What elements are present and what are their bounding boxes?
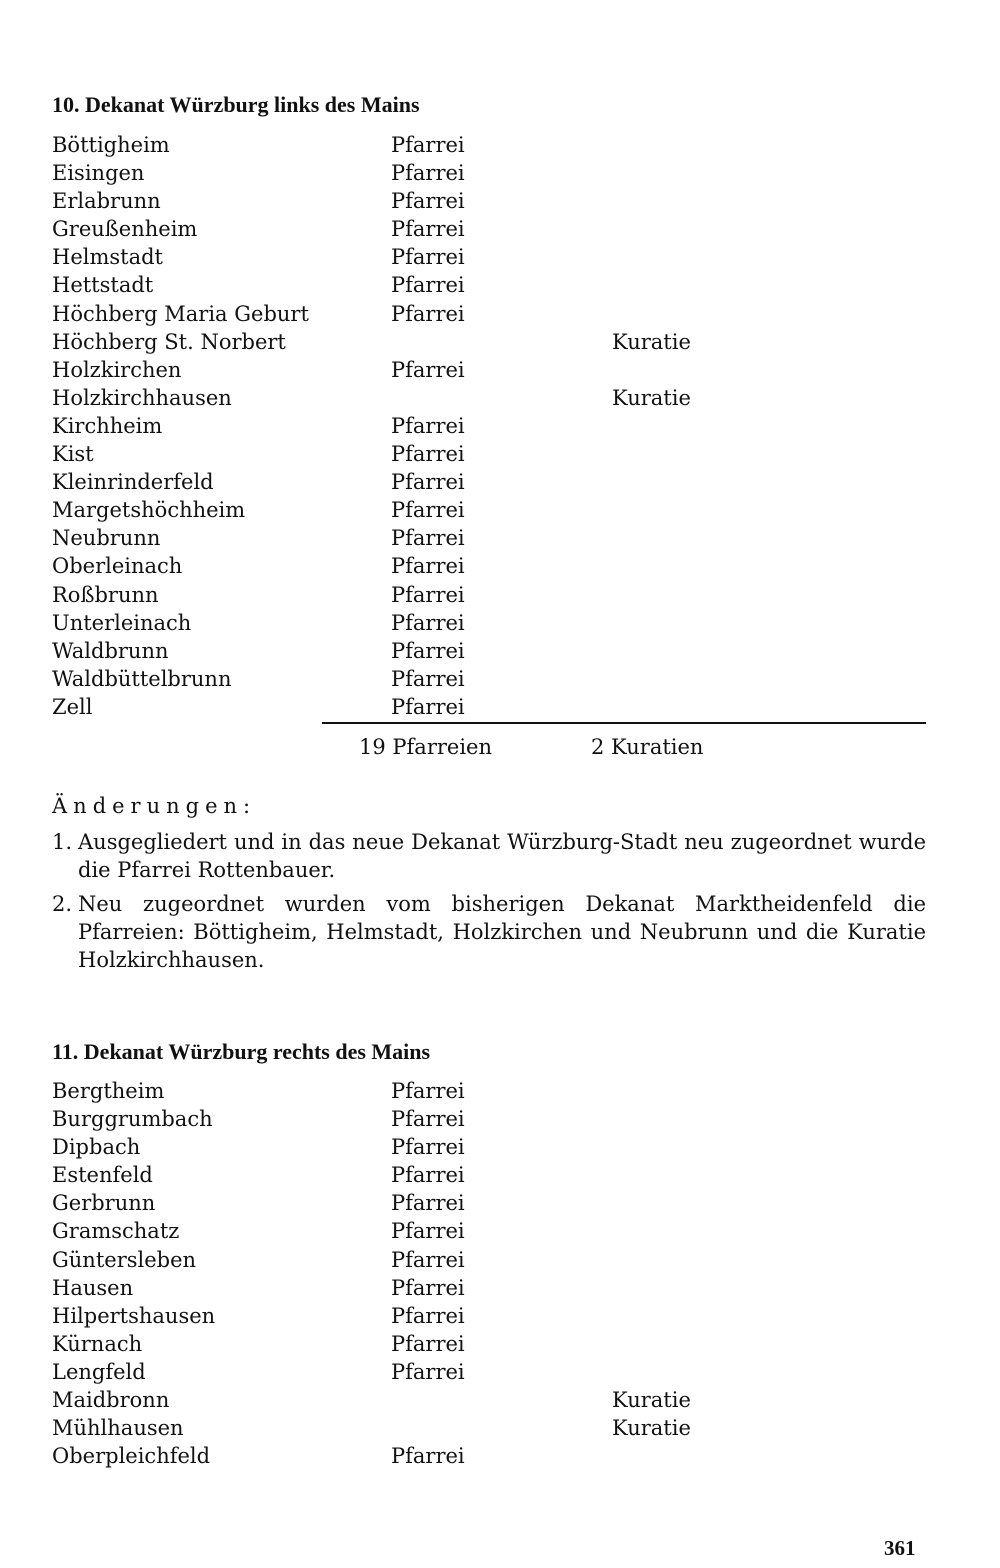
parish-name: Unterleinach (52, 610, 192, 635)
table-row (0, 1105, 1000, 1133)
parish-name: Kürnach (52, 1331, 143, 1356)
table-row (0, 1330, 1000, 1358)
table-row (0, 1161, 1000, 1189)
parish-name: Güntersleben (52, 1247, 197, 1272)
page-number: 361 (884, 1536, 916, 1560)
pfarrei-cell: Pfarrei (391, 554, 465, 579)
table-row (0, 524, 1000, 552)
kuratie-cell: Kuratie (612, 329, 691, 354)
pfarrei-cell: Pfarrei (391, 442, 465, 467)
table-row (0, 1189, 1000, 1217)
table-row (0, 496, 1000, 524)
parish-name: Eisingen (52, 161, 145, 186)
pfarrei-cell: Pfarrei (391, 1359, 465, 1384)
table-row (0, 131, 1000, 159)
change-number: 2. (52, 892, 73, 916)
pfarrei-cell: Pfarrei (391, 1331, 465, 1356)
table-row (0, 328, 1000, 356)
table-row (0, 356, 1000, 384)
pfarrei-cell: Pfarrei (391, 1163, 465, 1188)
parish-name: Mühlhausen (52, 1416, 184, 1441)
parish-name: Greußenheim (52, 217, 198, 242)
table-row (0, 187, 1000, 215)
pfarrei-cell: Pfarrei (391, 1303, 465, 1328)
parish-name: Kist (52, 442, 94, 467)
parish-name: Erlabrunn (52, 189, 161, 214)
section-11-title: 11. Dekanat Würzburg rechts des Mains (52, 1039, 431, 1064)
pfarrei-cell: Pfarrei (391, 1079, 465, 1103)
parish-name: Oberpleichfeld (52, 1444, 211, 1469)
pfarrei-cell: Pfarrei (391, 273, 465, 298)
change-item (52, 890, 926, 974)
pfarrei-cell: Pfarrei (391, 610, 465, 635)
parish-name: Estenfeld (52, 1163, 153, 1188)
table-row (0, 159, 1000, 187)
changes-list (52, 828, 926, 980)
total-kuratien: 2 Kuratien (591, 735, 704, 759)
table-row (0, 1217, 1000, 1245)
parish-name: Zell (52, 694, 93, 719)
section-10-title: 10. Dekanat Würzburg links des Mains (52, 92, 420, 117)
change-number: 1. (52, 830, 73, 854)
table-row (0, 215, 1000, 243)
parish-name: Maidbronn (52, 1388, 170, 1413)
change-text: Neu zugeordnet wurden vom bisherigen Dekanat Marktheidenfeld die Pfarreien: Böttigheim, Helmstadt, Holzkirchen und Neubrunn und die Kuratie Holzkirchhausen. (78, 892, 926, 972)
pfarrei-cell: Pfarrei (391, 245, 465, 270)
change-text: Ausgegliedert und in das neue Dekanat Würzburg-Stadt neu zugeordnet wurde die Pfarrei Rottenbauer. (78, 830, 926, 882)
pfarrei-cell: Pfarrei (391, 1219, 465, 1244)
parish-name: Hettstadt (52, 273, 154, 298)
table-row (0, 1386, 1000, 1414)
parish-name: Holzkirchen (52, 357, 182, 382)
parish-name: Böttigheim (52, 133, 170, 157)
parish-name: Burggrumbach (52, 1107, 213, 1132)
table-row (0, 1414, 1000, 1442)
table-row (0, 665, 1000, 693)
total-pfarreien: 19 Pfarreien (359, 735, 492, 759)
table-row (0, 1302, 1000, 1330)
parish-name: Höchberg Maria Geburt (52, 301, 309, 326)
parish-name: Bergtheim (52, 1079, 165, 1103)
parish-name: Oberleinach (52, 554, 183, 579)
parish-name: Neubrunn (52, 526, 161, 551)
pfarrei-cell: Pfarrei (391, 666, 465, 691)
table-row (0, 300, 1000, 328)
pfarrei-cell: Pfarrei (391, 1247, 465, 1272)
parish-name: Dipbach (52, 1135, 141, 1160)
table-row (0, 243, 1000, 271)
change-item (52, 828, 926, 884)
parish-name: Helmstadt (52, 245, 163, 270)
table-row (0, 468, 1000, 496)
pfarrei-cell: Pfarrei (391, 526, 465, 551)
parish-name: Lengfeld (52, 1359, 146, 1384)
table-row (0, 581, 1000, 609)
pfarrei-cell: Pfarrei (391, 638, 465, 663)
pfarrei-cell: Pfarrei (391, 1107, 465, 1132)
pfarrei-cell: Pfarrei (391, 133, 465, 157)
pfarrei-cell: Pfarrei (391, 161, 465, 186)
table-row (0, 1077, 1000, 1105)
parish-name: Kleinrinderfeld (52, 470, 214, 495)
table-row (0, 1442, 1000, 1470)
table-row (0, 384, 1000, 412)
pfarrei-cell: Pfarrei (391, 1135, 465, 1160)
section-10-table (0, 131, 1000, 721)
pfarrei-cell: Pfarrei (391, 1275, 465, 1300)
table-row (0, 412, 1000, 440)
table-row (0, 1274, 1000, 1302)
pfarrei-cell: Pfarrei (391, 1444, 465, 1469)
parish-name: Hilpertshausen (52, 1303, 216, 1328)
pfarrei-cell: Pfarrei (391, 582, 465, 607)
pfarrei-cell: Pfarrei (391, 357, 465, 382)
parish-name: Waldbüttelbrunn (52, 666, 232, 691)
parish-name: Waldbrunn (52, 638, 169, 663)
parish-name: Hausen (52, 1275, 134, 1300)
pfarrei-cell: Pfarrei (391, 498, 465, 523)
kuratie-cell: Kuratie (612, 1388, 691, 1413)
pfarrei-cell: Pfarrei (391, 413, 465, 438)
section-11-table (0, 1077, 1000, 1470)
changes-title: Änderungen: (52, 794, 257, 818)
parish-name: Gramschatz (52, 1219, 180, 1244)
table-row (0, 693, 1000, 721)
parish-name: Kirchheim (52, 413, 163, 438)
pfarrei-cell: Pfarrei (391, 1191, 465, 1216)
pfarrei-cell: Pfarrei (391, 694, 465, 719)
table-row (0, 440, 1000, 468)
table-row (0, 1133, 1000, 1161)
parish-name: Roßbrunn (52, 582, 159, 607)
parish-name: Höchberg St. Norbert (52, 329, 286, 354)
pfarrei-cell: Pfarrei (391, 470, 465, 495)
parish-name: Holzkirchhausen (52, 385, 232, 410)
pfarrei-cell: Pfarrei (391, 217, 465, 242)
pfarrei-cell: Pfarrei (391, 189, 465, 214)
totals-rule (322, 722, 926, 724)
parish-name: Margetshöchheim (52, 498, 246, 523)
table-row (0, 1246, 1000, 1274)
table-row (0, 271, 1000, 299)
table-row (0, 1358, 1000, 1386)
pfarrei-cell: Pfarrei (391, 301, 465, 326)
kuratie-cell: Kuratie (612, 385, 691, 410)
parish-name: Gerbrunn (52, 1191, 156, 1216)
table-row (0, 637, 1000, 665)
kuratie-cell: Kuratie (612, 1416, 691, 1441)
table-row (0, 609, 1000, 637)
table-row (0, 552, 1000, 580)
